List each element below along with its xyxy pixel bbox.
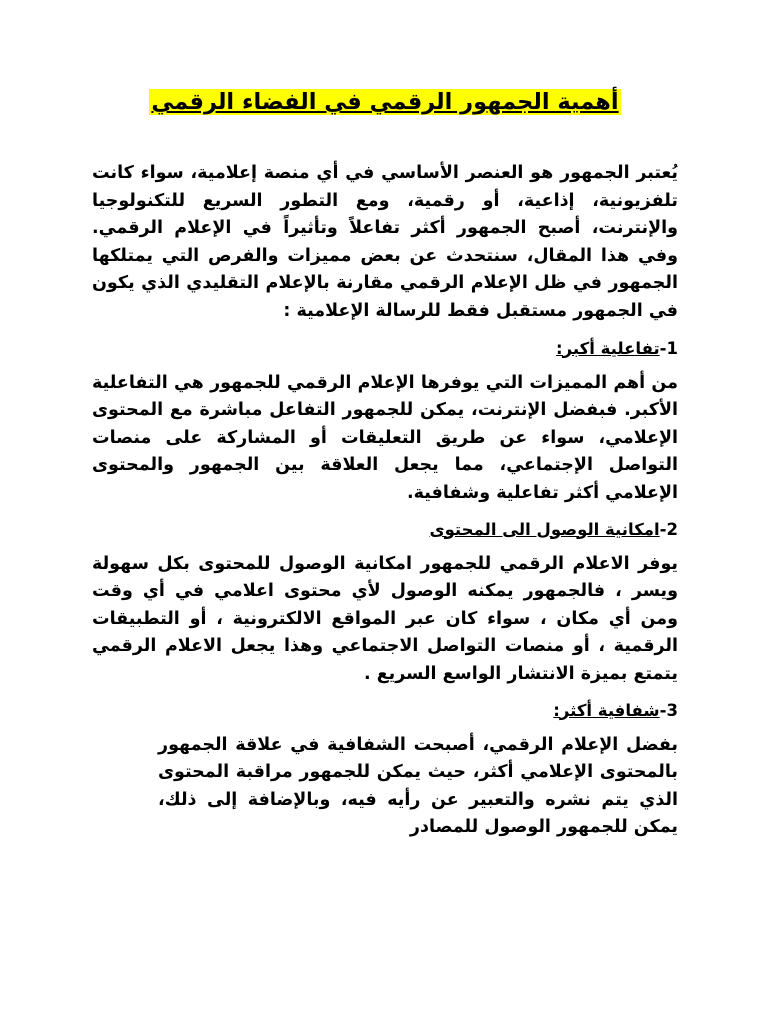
section-2-number: 2- [659,519,678,539]
document-page [92,82,678,842]
section-2-title: امكانية الوصول الى المحتوى [429,519,660,539]
section-1-title: تفاعلية أكبر: [556,338,660,358]
intro-paragraph: يُعتبر الجمهور هو العنصر الأساسي في أي منصة إعلامية، سواء كانت تلفزيونية، إذاعية، أو رقمية، ومع التطور السريع للتكنولوجيا والإنترنت، أصبح الجمهور أكثر تفاعلاً وتأثيراً في الإعلام الرقمي. وفي هذا المقال، سنتحدث عن بعض مميزات والفرص التي يمتلكها الجمهور في ظل الإعلام الرقمي مقارنة بالإعلام التقليدي الذي يكون في الجمهور مستقبل فقط للرسالة الإعلامية : [92,163,678,321]
document-title-text: أهمية الجمهور الرقمي في الفضاء الرقمي [151,89,619,115]
section-3-heading [92,698,678,724]
section-2-heading [92,517,678,543]
section-3-body: بفضل الإعلام الرقمي، أصبحت الشفافية في علاقة الجمهور بالمحتوى الإعلامي أكثر، حيث يمكن للجمهور مراقبة المحتوى الذي يتم نشره والتعبير عن رأيه فيه، وبالإضافة إلى ذلك، يمكن للجمهور الوصول للمصادر [158,734,678,838]
section-1-number: 1- [659,338,678,358]
section-2-body: يوفر الاعلام الرقمي للجمهور امكانية الوصول للمحتوى بكل سهولة ويسر ، فالجمهور يمكنه الوصول لأي محتوى اعلامي في أي وقت ومن أي مكان ، سواء كان عبر المواقع الالكترونية ، أو التطبيقات الرقمية ، أو منصات التواصل الاجتماعي وهذا يجعل الاعلام الرقمي يتمتع بميزة الانتشار الواسع السريع . [92,553,678,684]
section-1-body: من أهم المميزات التي يوفرها الإعلام الرقمي للجمهور هي التفاعلية الأكبر. فبفضل الإنترنت، يمكن للجمهور التفاعل مباشرة مع المحتوى الإعلامي، سواء عن طريق التعليقات أو المشاركة على منصات التواصل الإجتماعي، مما يجعل العلاقة بين الجمهور والمحتوى الإعلامي أكثر تفاعلية وشفافية. [92,372,678,503]
section-1-heading [92,336,678,362]
section-3-title: شفافية أكثر: [553,700,660,720]
section-3-number: 3- [659,700,678,720]
document-title [92,82,678,122]
